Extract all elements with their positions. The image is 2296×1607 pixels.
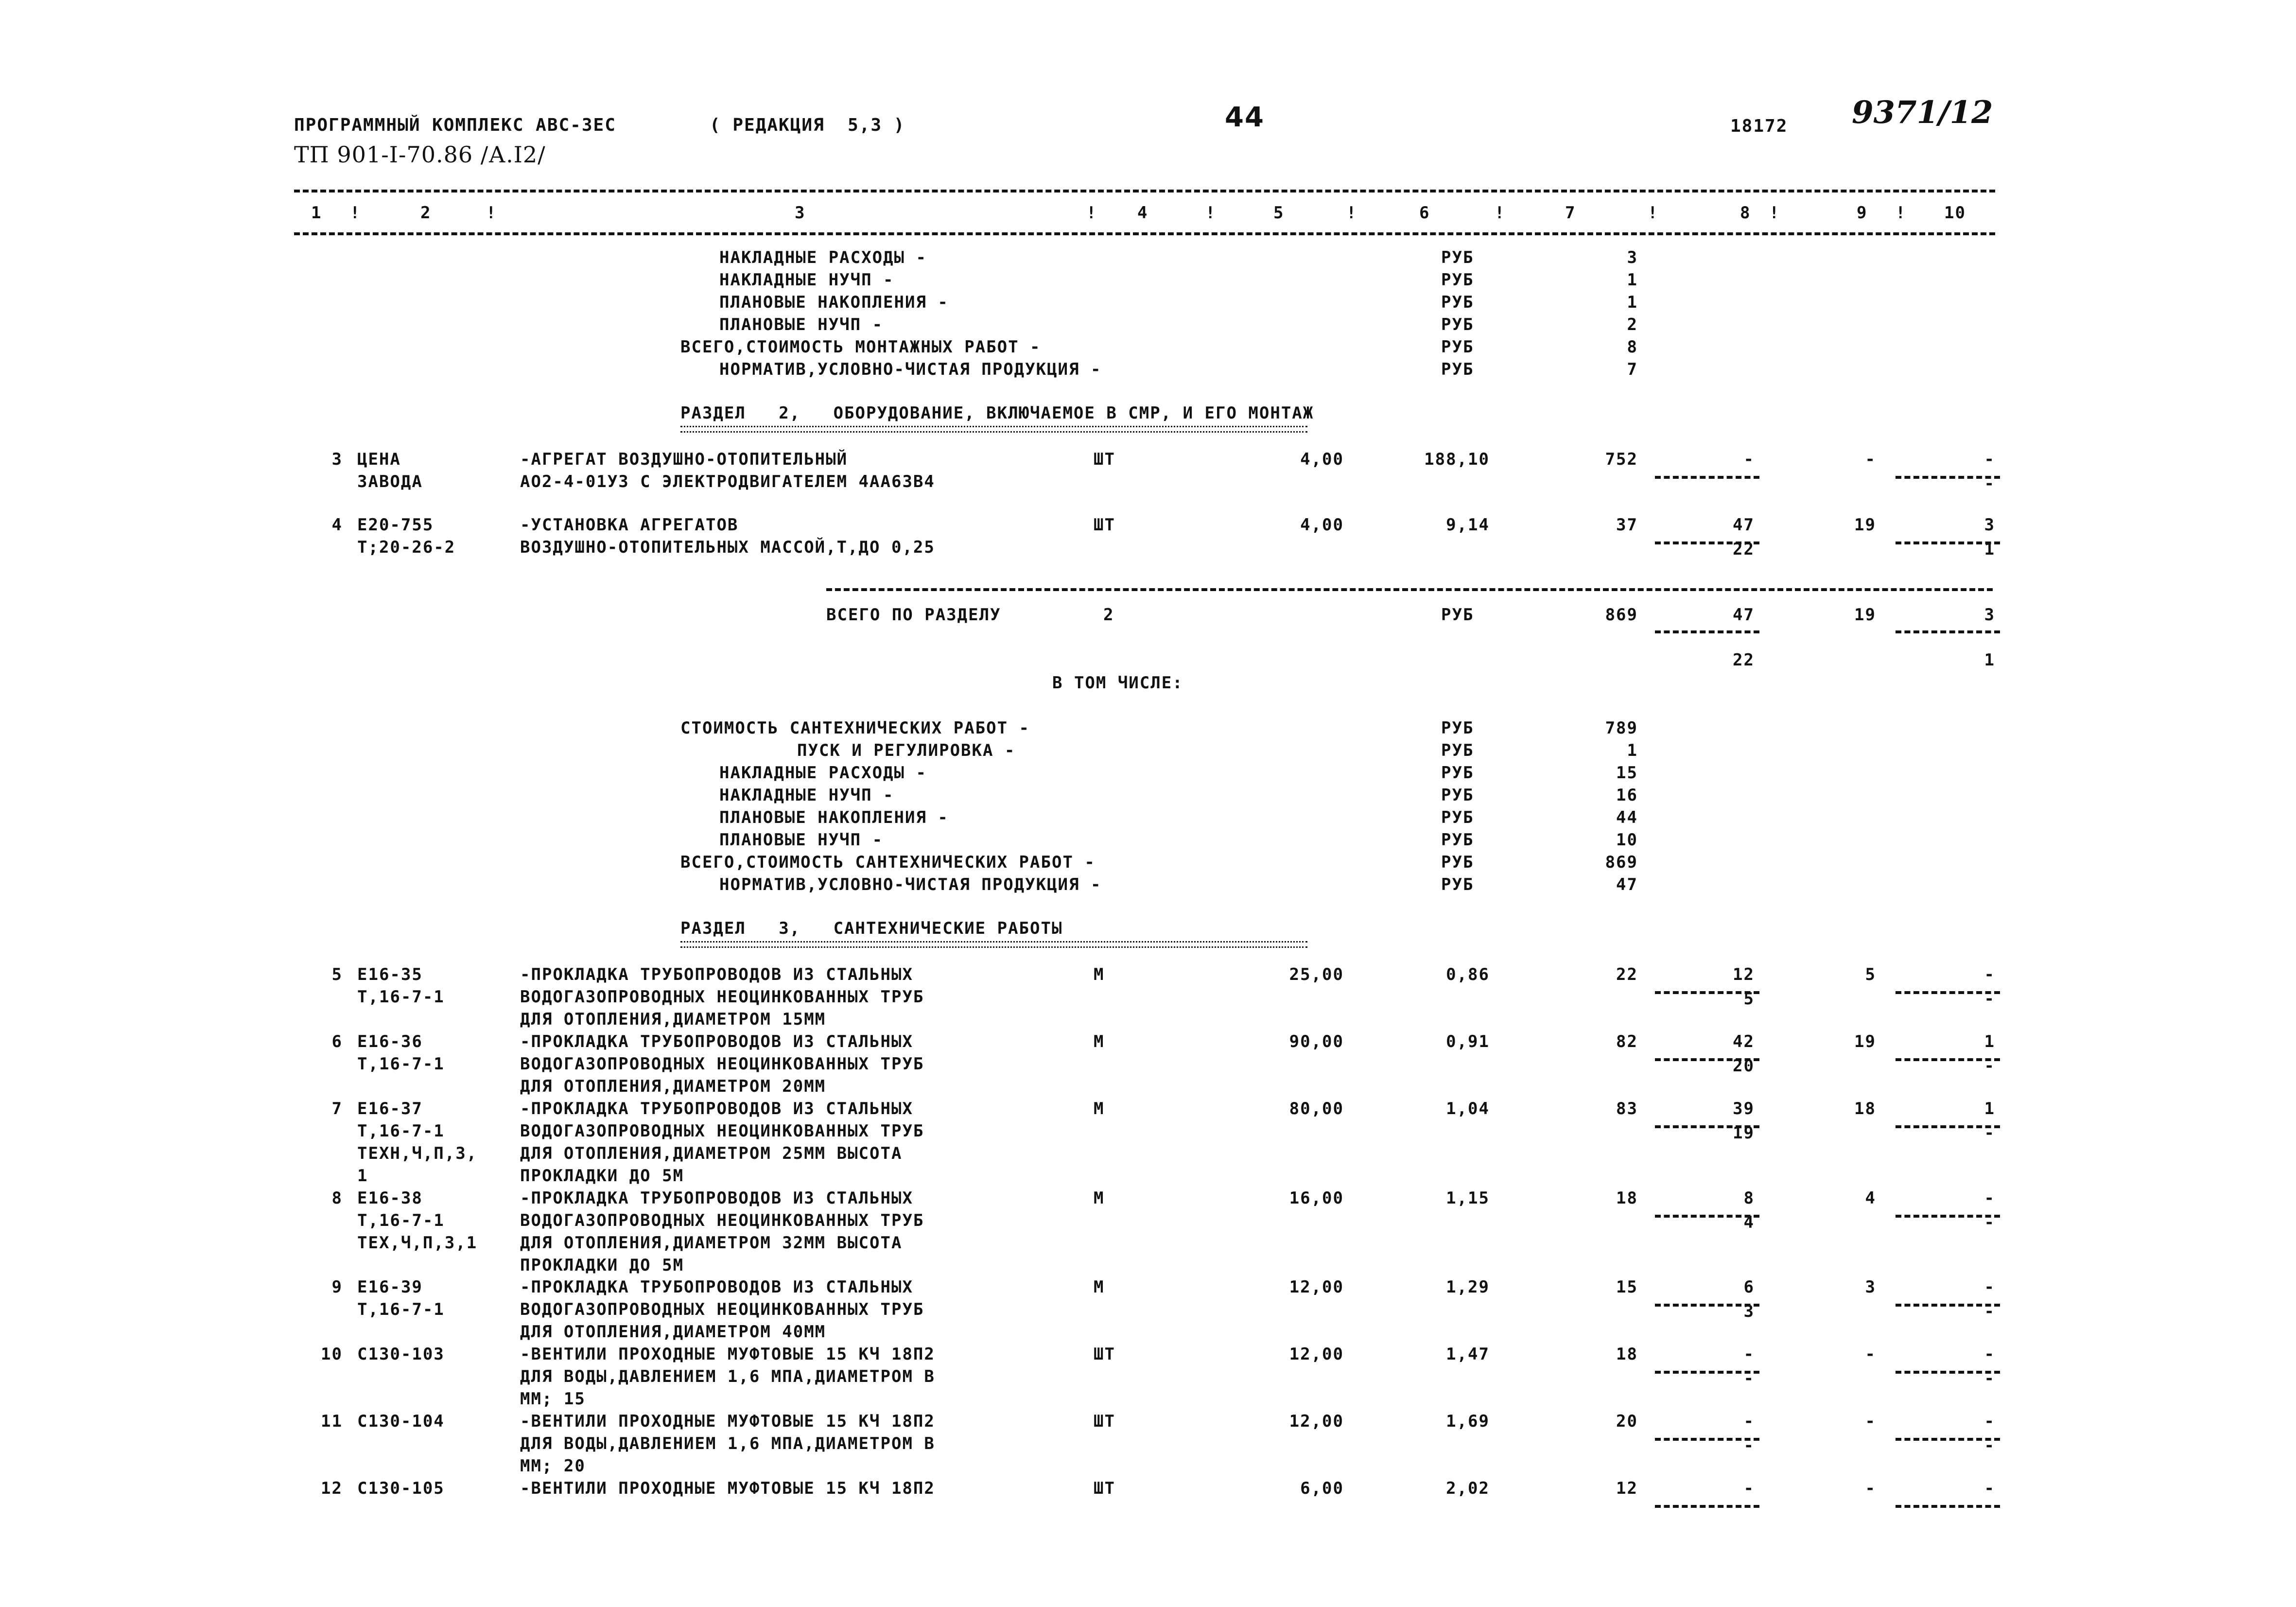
section-total-col10: 3 <box>1984 605 1995 625</box>
row-quantity: 12,00 <box>1289 1345 1344 1364</box>
row-col8: - <box>1743 1479 1755 1498</box>
summary-value: 869 <box>1605 853 1638 872</box>
row-col9: - <box>1865 1479 1876 1498</box>
row-col8: 8 <box>1743 1188 1755 1208</box>
row-code: Т,16-7-1 <box>357 1121 445 1141</box>
row-code: Е16-35 <box>357 965 423 984</box>
summary-value: 1 <box>1627 293 1638 312</box>
row-number: 10 <box>321 1345 343 1364</box>
row-col10-sub: - <box>1984 474 1995 493</box>
summary-value: 44 <box>1616 808 1638 827</box>
row-col9: 19 <box>1854 515 1876 535</box>
section-total-value: 869 <box>1605 605 1638 625</box>
row-col8: 6 <box>1743 1277 1755 1297</box>
section-total-unit: РУБ <box>1441 605 1474 625</box>
cell-rule <box>1655 1505 1759 1508</box>
row-price: 1,69 <box>1446 1412 1490 1431</box>
row-description: ММ; 20 <box>520 1456 586 1476</box>
row-unit: М <box>1094 1188 1105 1208</box>
row-col10: - <box>1984 965 1995 984</box>
summary-value: 8 <box>1627 337 1638 357</box>
row-unit: ШТ <box>1094 1479 1115 1498</box>
column-header: 4 <box>1137 203 1148 223</box>
row-code: Е16-37 <box>357 1099 423 1118</box>
row-description: ДЛЯ ОТОПЛЕНИЯ,ДИАМЕТРОМ 40ММ <box>520 1322 826 1342</box>
summary-value: 15 <box>1616 763 1638 783</box>
summary-value: 7 <box>1627 360 1638 379</box>
row-col8: - <box>1743 1412 1755 1431</box>
row-quantity: 12,00 <box>1289 1412 1344 1431</box>
row-col10: - <box>1984 450 1995 469</box>
row-unit: ШТ <box>1094 1412 1115 1431</box>
row-number: 8 <box>331 1188 343 1208</box>
section-total-label: ВСЕГО ПО РАЗДЕЛУ <box>826 605 1001 625</box>
row-description: ВОЗДУШНО-ОТОПИТЕЛЬНЫХ МАССОЙ,Т,ДО 0,25 <box>520 538 935 557</box>
summary-unit: РУБ <box>1441 248 1474 267</box>
row-total: 752 <box>1605 450 1638 469</box>
row-price: 0,91 <box>1446 1032 1490 1051</box>
summary-label: СТОИМОСТЬ САНТЕХНИЧЕСКИХ РАБОТ - <box>680 718 1030 738</box>
row-col10-sub: - <box>1984 1056 1995 1076</box>
section-title: РАЗДЕЛ 3, САНТЕХНИЧЕСКИЕ РАБОТЫ <box>680 919 1063 938</box>
row-quantity: 80,00 <box>1289 1099 1344 1118</box>
row-col10-sub: - <box>1984 989 1995 1009</box>
column-separator: ! <box>486 203 497 223</box>
row-number: 3 <box>331 450 343 469</box>
row-col8-sub: - <box>1743 1369 1755 1388</box>
summary-label: НОРМАТИВ,УСЛОВНО-ЧИСТАЯ ПРОДУКЦИЯ - <box>719 875 1102 894</box>
row-col8: - <box>1743 1345 1755 1364</box>
column-header: 7 <box>1565 203 1576 223</box>
row-col8-sub: 3 <box>1743 1302 1755 1321</box>
cell-rule <box>1655 476 1759 479</box>
row-description: ММ; 15 <box>520 1389 586 1409</box>
row-unit: ШТ <box>1094 450 1115 469</box>
summary-label: ПЛАНОВЫЕ НУЧП - <box>719 315 884 334</box>
row-col8: 42 <box>1733 1032 1755 1051</box>
row-unit: М <box>1094 1277 1105 1297</box>
row-code: ТЕХ,Ч,П,3,1 <box>357 1233 478 1253</box>
column-header: 6 <box>1419 203 1430 223</box>
row-col8: 47 <box>1733 515 1755 535</box>
summary-value: 2 <box>1627 315 1638 334</box>
program-title: ПРОГРАММНЫЙ КОМПЛЕКС АВС-ЗЕС <box>294 115 616 135</box>
row-code: ТЕХН,Ч,П,3, <box>357 1144 478 1163</box>
summary-unit: РУБ <box>1441 808 1474 827</box>
row-col9: - <box>1865 1345 1876 1364</box>
column-header: 5 <box>1273 203 1285 223</box>
row-unit: М <box>1094 1099 1105 1118</box>
row-quantity: 12,00 <box>1289 1277 1344 1297</box>
row-description: ДЛЯ ОТОПЛЕНИЯ,ДИАМЕТРОМ 15ММ <box>520 1010 826 1029</box>
row-description: -ПРОКЛАДКА ТРУБОПРОВОДОВ ИЗ СТАЛЬНЫХ <box>520 1188 913 1208</box>
summary-unit: РУБ <box>1441 718 1474 738</box>
row-number: 9 <box>331 1277 343 1297</box>
row-price: 9,14 <box>1446 515 1490 535</box>
row-number: 6 <box>331 1032 343 1051</box>
column-separator: ! <box>1346 203 1357 223</box>
row-col9: 18 <box>1854 1099 1876 1118</box>
section-total-number: 2 <box>1103 605 1114 625</box>
row-code: Е16-38 <box>357 1188 423 1208</box>
row-code: Т,16-7-1 <box>357 1211 445 1230</box>
row-col8: 39 <box>1733 1099 1755 1118</box>
column-separator: ! <box>1896 203 1907 223</box>
summary-unit: РУБ <box>1441 270 1474 290</box>
summary-label: ВСЕГО,СТОИМОСТЬ САНТЕХНИЧЕСКИХ РАБОТ - <box>680 853 1096 872</box>
row-quantity: 6,00 <box>1300 1479 1344 1498</box>
row-quantity: 90,00 <box>1289 1032 1344 1051</box>
summary-label: ПЛАНОВЫЕ НАКОПЛЕНИЯ - <box>719 808 949 827</box>
code-number: 18172 <box>1730 116 1788 136</box>
row-quantity: 25,00 <box>1289 965 1344 984</box>
summary-value: 10 <box>1616 830 1638 850</box>
summary-value: 16 <box>1616 786 1638 805</box>
row-description: -ПРОКЛАДКА ТРУБОПРОВОДОВ ИЗ СТАЛЬНЫХ <box>520 965 913 984</box>
cell-rule <box>1896 1505 2000 1508</box>
section-total-col10-sub: 1 <box>1984 650 1995 670</box>
row-code: Е16-36 <box>357 1032 423 1051</box>
table-top-rule <box>294 190 1995 192</box>
row-col10: - <box>1984 1412 1995 1431</box>
summary-unit: РУБ <box>1441 360 1474 379</box>
summary-label: НОРМАТИВ,УСЛОВНО-ЧИСТАЯ ПРОДУКЦИЯ - <box>719 360 1102 379</box>
header-bottom-rule <box>294 232 1995 235</box>
summary-value: 1 <box>1627 270 1638 290</box>
row-total: 12 <box>1616 1479 1638 1498</box>
row-description: ПРОКЛАДКИ ДО 5М <box>520 1166 684 1186</box>
row-description: ДЛЯ ОТОПЛЕНИЯ,ДИАМЕТРОМ 32ММ ВЫСОТА <box>520 1233 903 1253</box>
row-total: 20 <box>1616 1412 1638 1431</box>
row-price: 1,15 <box>1446 1188 1490 1208</box>
row-col10-sub: - <box>1984 1123 1995 1143</box>
column-header: 10 <box>1944 203 1966 223</box>
row-total: 83 <box>1616 1099 1638 1118</box>
row-code: Т,16-7-1 <box>357 1054 445 1074</box>
row-description: -ВЕНТИЛИ ПРОХОДНЫЕ МУФТОВЫЕ 15 КЧ 18П2 <box>520 1479 935 1498</box>
column-header: 3 <box>795 203 806 223</box>
row-code: 1 <box>357 1166 368 1186</box>
row-col10-sub: - <box>1984 1302 1995 1321</box>
row-col10-sub: - <box>1984 1436 1995 1455</box>
row-col8: - <box>1743 450 1755 469</box>
summary-label: НАКЛАДНЫЕ НУЧП - <box>719 270 894 290</box>
column-separator: ! <box>1205 203 1217 223</box>
row-number: 11 <box>321 1412 343 1431</box>
row-col10: - <box>1984 1188 1995 1208</box>
section-total-rule <box>826 588 1993 591</box>
row-col10: 1 <box>1984 1099 1995 1118</box>
row-col10: 1 <box>1984 1032 1995 1051</box>
row-description: -ПРОКЛАДКА ТРУБОПРОВОДОВ ИЗ СТАЛЬНЫХ <box>520 1032 913 1051</box>
summary-label: НАКЛАДНЫЕ НУЧП - <box>719 786 894 805</box>
section-total-col8-sub: 22 <box>1733 650 1755 670</box>
row-description: ПРОКЛАДКИ ДО 5М <box>520 1256 684 1275</box>
row-code: С130-105 <box>357 1479 445 1498</box>
row-col8-sub: 19 <box>1733 1123 1755 1143</box>
row-description: ВОДОГАЗОПРОВОДНЫХ НЕОЦИНКОВАННЫХ ТРУБ <box>520 1300 924 1319</box>
row-col9: 3 <box>1865 1277 1876 1297</box>
section-title-underline <box>680 426 1307 433</box>
row-col9: - <box>1865 1412 1876 1431</box>
summary-unit: РУБ <box>1441 786 1474 805</box>
row-description: ДЛЯ ОТОПЛЕНИЯ,ДИАМЕТРОМ 20ММ <box>520 1077 826 1096</box>
summary-unit: РУБ <box>1441 875 1474 894</box>
row-unit: ШТ <box>1094 1345 1115 1364</box>
row-price: 1,29 <box>1446 1277 1490 1297</box>
column-header: 9 <box>1857 203 1868 223</box>
row-description: -ВЕНТИЛИ ПРОХОДНЫЕ МУФТОВЫЕ 15 КЧ 18П2 <box>520 1412 935 1431</box>
handwritten-number: 9371/12 <box>1852 94 1993 131</box>
summary-value: 1 <box>1627 741 1638 760</box>
row-code: С130-103 <box>357 1345 445 1364</box>
row-description: ДЛЯ ВОДЫ,ДАВЛЕНИЕМ 1,6 МПА,ДИАМЕТРОМ В <box>520 1434 935 1453</box>
row-col10: - <box>1984 1345 1995 1364</box>
row-total: 15 <box>1616 1277 1638 1297</box>
row-col10: - <box>1984 1479 1995 1498</box>
section-title-underline <box>680 941 1307 948</box>
row-description: АО2-4-01УЗ С ЭЛЕКТРОДВИГАТЕЛЕМ 4АА63В4 <box>520 472 935 491</box>
edition: ( РЕДАКЦИЯ 5,3 ) <box>710 115 905 135</box>
row-price: 0,86 <box>1446 965 1490 984</box>
row-quantity: 16,00 <box>1289 1188 1344 1208</box>
row-description: ВОДОГАЗОПРОВОДНЫХ НЕОЦИНКОВАННЫХ ТРУБ <box>520 1211 924 1230</box>
row-code: Т,16-7-1 <box>357 1300 445 1319</box>
row-description: -ВЕНТИЛИ ПРОХОДНЫЕ МУФТОВЫЕ 15 КЧ 18П2 <box>520 1345 935 1364</box>
summary-unit: РУБ <box>1441 315 1474 334</box>
row-col9: 19 <box>1854 1032 1876 1051</box>
summary-label: ПЛАНОВЫЕ НУЧП - <box>719 830 884 850</box>
summary-unit: РУБ <box>1441 741 1474 760</box>
summary-unit: РУБ <box>1441 293 1474 312</box>
row-description: -АГРЕГАТ ВОЗДУШНО-ОТОПИТЕЛЬНЫЙ <box>520 450 848 469</box>
row-col8: 12 <box>1733 965 1755 984</box>
row-code: ЦЕНА <box>357 450 401 469</box>
cell-rule <box>1655 630 1759 633</box>
summary-label: НАКЛАДНЫЕ РАСХОДЫ - <box>719 248 927 267</box>
section-total-col8: 47 <box>1733 605 1755 625</box>
row-total: 22 <box>1616 965 1638 984</box>
row-quantity: 4,00 <box>1300 515 1344 535</box>
row-col8-sub: 22 <box>1733 540 1755 559</box>
column-separator: ! <box>1648 203 1659 223</box>
column-separator: ! <box>350 203 361 223</box>
row-unit: М <box>1094 965 1105 984</box>
including-label: В ТОМ ЧИСЛЕ: <box>1052 673 1183 693</box>
row-number: 12 <box>321 1479 343 1498</box>
section-title: РАЗДЕЛ 2, ОБОРУДОВАНИЕ, ВКЛЮЧАЕМОЕ В СМР, И ЕГО МОНТАЖ <box>680 403 1314 423</box>
row-unit: М <box>1094 1032 1105 1051</box>
row-total: 18 <box>1616 1188 1638 1208</box>
row-code: Е16-39 <box>357 1277 423 1297</box>
row-description: -ПРОКЛАДКА ТРУБОПРОВОДОВ ИЗ СТАЛЬНЫХ <box>520 1099 913 1118</box>
row-price: 1,47 <box>1446 1345 1490 1364</box>
section-total-col9: 19 <box>1854 605 1876 625</box>
row-col9: 4 <box>1865 1188 1876 1208</box>
cell-rule <box>1896 630 2000 633</box>
summary-unit: РУБ <box>1441 337 1474 357</box>
row-price: 2,02 <box>1446 1479 1490 1498</box>
column-header: 1 <box>311 203 322 223</box>
column-separator: ! <box>1495 203 1506 223</box>
row-col8-sub: - <box>1743 1436 1755 1455</box>
row-number: 7 <box>331 1099 343 1118</box>
row-code: Е20-755 <box>357 515 434 535</box>
row-col10: - <box>1984 1277 1995 1297</box>
summary-value: 47 <box>1616 875 1638 894</box>
row-description: -ПРОКЛАДКА ТРУБОПРОВОДОВ ИЗ СТАЛЬНЫХ <box>520 1277 913 1297</box>
document-id: ТП 901-I-70.86 /А.I2/ <box>294 141 546 168</box>
row-total: 37 <box>1616 515 1638 535</box>
row-col8-sub: 4 <box>1743 1213 1755 1232</box>
summary-label: ПУСК И РЕГУЛИРОВКА - <box>797 741 1016 760</box>
row-col10-sub: - <box>1984 1369 1995 1388</box>
row-total: 18 <box>1616 1345 1638 1364</box>
row-description: ДЛЯ ВОДЫ,ДАВЛЕНИЕМ 1,6 МПА,ДИАМЕТРОМ В <box>520 1367 935 1386</box>
row-col9: - <box>1865 450 1876 469</box>
summary-label: НАКЛАДНЫЕ РАСХОДЫ - <box>719 763 927 783</box>
row-price: 188,10 <box>1424 450 1490 469</box>
row-col10-sub: 1 <box>1984 540 1995 559</box>
row-code: С130-104 <box>357 1412 445 1431</box>
summary-label: ВСЕГО,СТОИМОСТЬ МОНТАЖНЫХ РАБОТ - <box>680 337 1041 357</box>
column-header: 2 <box>420 203 432 223</box>
row-total: 82 <box>1616 1032 1638 1051</box>
row-col8-sub: 5 <box>1743 989 1755 1009</box>
row-col8-sub: 20 <box>1733 1056 1755 1076</box>
row-description: ВОДОГАЗОПРОВОДНЫХ НЕОЦИНКОВАННЫХ ТРУБ <box>520 1054 924 1074</box>
column-separator: ! <box>1769 203 1780 223</box>
summary-label: ПЛАНОВЫЕ НАКОПЛЕНИЯ - <box>719 293 949 312</box>
row-col9: 5 <box>1865 965 1876 984</box>
row-col10-sub: - <box>1984 1213 1995 1232</box>
row-number: 4 <box>331 515 343 535</box>
summary-unit: РУБ <box>1441 853 1474 872</box>
row-quantity: 4,00 <box>1300 450 1344 469</box>
row-code: ЗАВОДА <box>357 472 423 491</box>
row-unit: ШТ <box>1094 515 1115 535</box>
summary-unit: РУБ <box>1441 830 1474 850</box>
row-description: ВОДОГАЗОПРОВОДНЫХ НЕОЦИНКОВАННЫХ ТРУБ <box>520 987 924 1007</box>
column-header: 8 <box>1740 203 1751 223</box>
row-number: 5 <box>331 965 343 984</box>
row-code: Т;20-26-2 <box>357 538 456 557</box>
row-description: ДЛЯ ОТОПЛЕНИЯ,ДИАМЕТРОМ 25ММ ВЫСОТА <box>520 1144 903 1163</box>
summary-value: 789 <box>1605 718 1638 738</box>
row-price: 1,04 <box>1446 1099 1490 1118</box>
row-code: Т,16-7-1 <box>357 987 445 1007</box>
summary-value: 3 <box>1627 248 1638 267</box>
column-separator: ! <box>1086 203 1097 223</box>
summary-unit: РУБ <box>1441 763 1474 783</box>
row-col10: 3 <box>1984 515 1995 535</box>
row-description: ВОДОГАЗОПРОВОДНЫХ НЕОЦИНКОВАННЫХ ТРУБ <box>520 1121 924 1141</box>
row-description: -УСТАНОВКА АГРЕГАТОВ <box>520 515 739 535</box>
sheet-number: 44 <box>1225 102 1265 133</box>
